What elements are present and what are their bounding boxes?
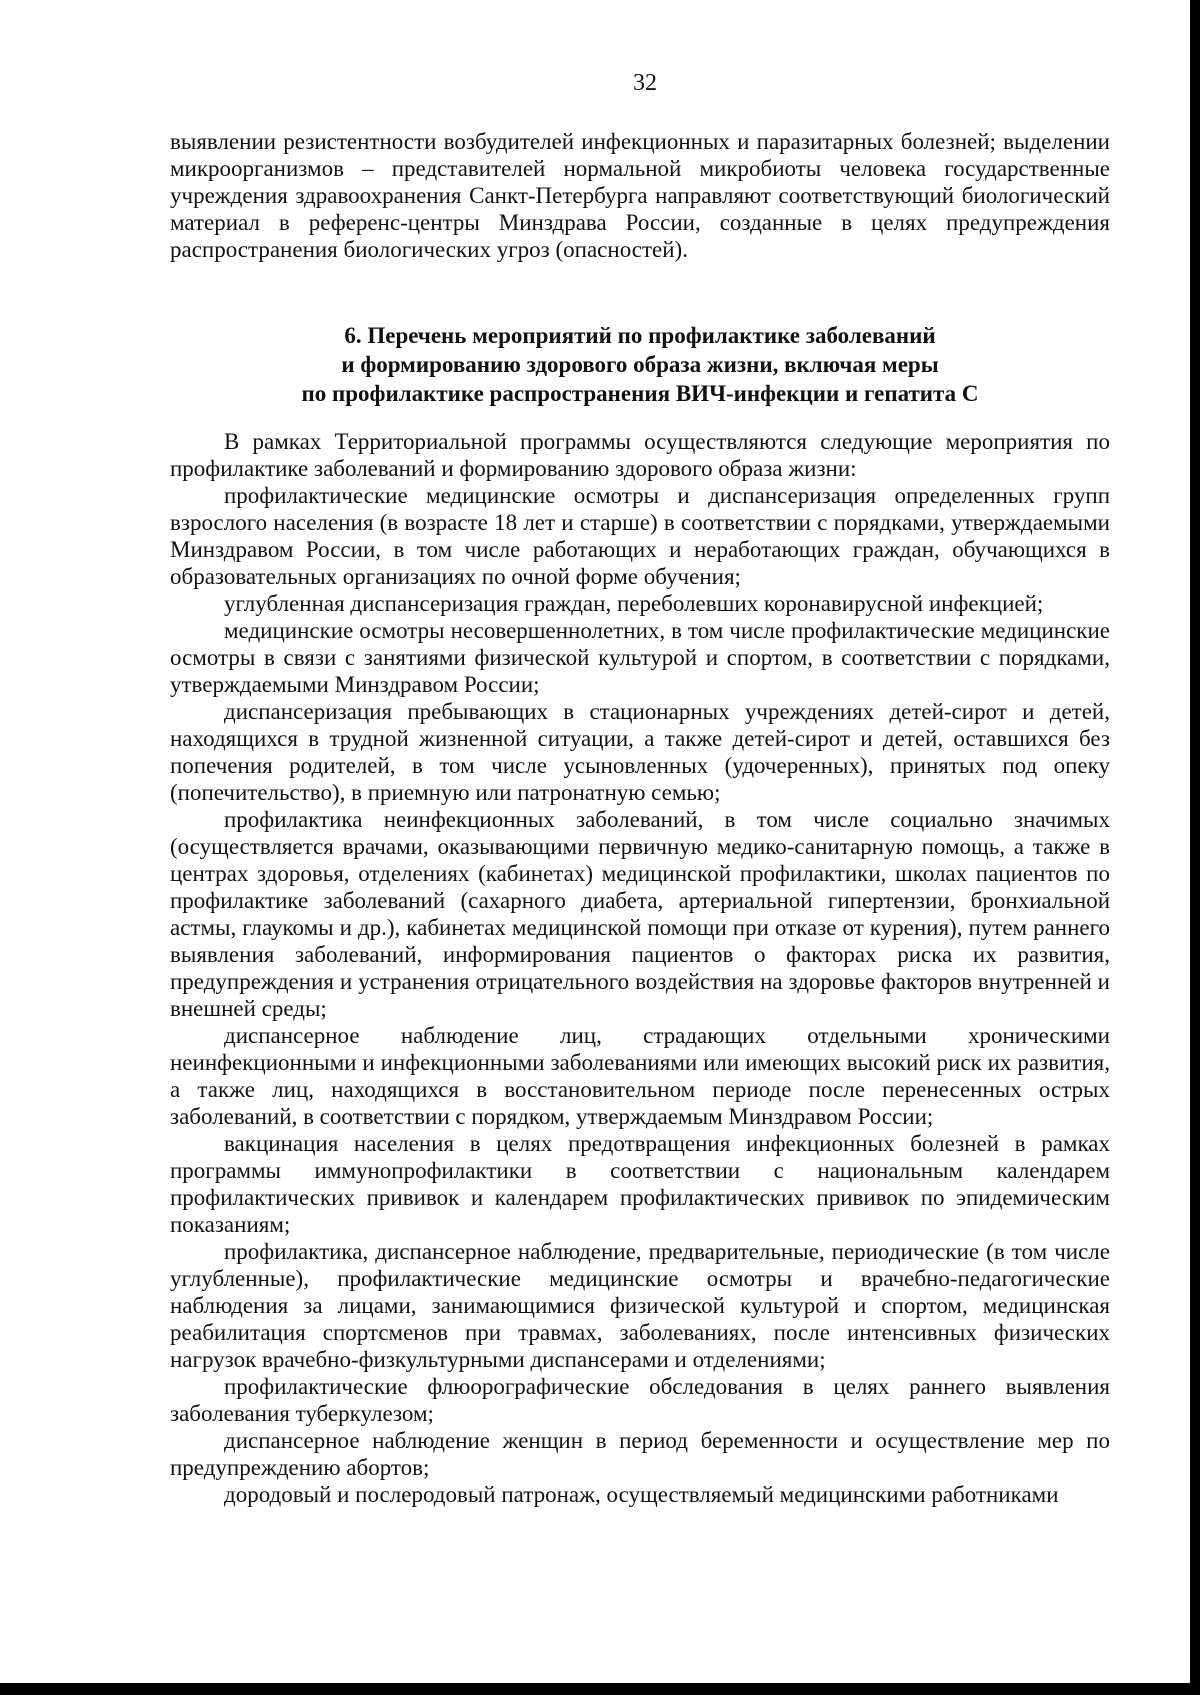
list-paragraph: профилактика неинфекционных заболеваний, в том числе социально значимых (осуществляется врачами, оказывающими первичную медико-санитарную помощь, а также в центрах здоровья, отделениях (кабинетах) медицинской профилактики, школах пациентов по профилактике заболеваний (сахарного диабета, артериальной гипертензии, бронхиальной астмы, глаукомы и др.), кабинетах медицинской помощи при отказе от курения), путем раннего выявления заболеваний, информирования пациентов о факторах риска их развития, предупреждения и устранения отрицательного воздействия на здоровье факторов внутренней и внешней среды; bbox=[170, 807, 1110, 1021]
scan-right-edge bbox=[1190, 0, 1200, 1695]
section-heading-line: по профилактике распространения ВИЧ-инфекции и гепатита С bbox=[301, 381, 979, 406]
section-heading-line: 6. Перечень мероприятий по профилактике заболеваний bbox=[344, 323, 936, 348]
list-paragraph: углубленная диспансеризация граждан, переболевших коронавирусной инфекцией; bbox=[224, 591, 1044, 616]
continuation-paragraph: выявлении резистентности возбудителей инфекционных и паразитарных болезней; выделении микроорганизмов – представителей нормальной микробиоты человека государственные учреждения здравоохранения Санкт-Петербурга направляют соответствующий биологический материал в референс-центры Минздрава России, созданные в целях предупреждения распространения биологических угроз (опасностей). bbox=[170, 129, 1110, 262]
section-heading bbox=[170, 321, 1110, 408]
document-page bbox=[170, 60, 1110, 1508]
list-paragraph: дородовый и послеродовый патронаж, осуществляемый медицинскими работниками bbox=[224, 1482, 1059, 1507]
list-paragraph: профилактические медицинские осмотры и диспансеризация определенных групп взрослого населения (в возрасте 18 лет и старше) в соответствии с порядками, утверждаемыми Минздравом России, в том числе работающих и неработающих граждан, обучающихся в образовательных организациях по очной форме обучения; bbox=[170, 483, 1110, 589]
intro-paragraph: В рамках Территориальной программы осуществляются следующие мероприятия по профилактике заболеваний и формированию здорового образа жизни: bbox=[170, 429, 1110, 481]
list-paragraph: диспансерное наблюдение лиц, страдающих отдельными хроническими неинфекционными и инфекционными заболеваниями или имеющих высокий риск их развития, а также лиц, находящихся в восстановительном периоде после перенесенных острых заболеваний, в соответствии с порядком, утверждаемым Минздравом России; bbox=[170, 1023, 1110, 1129]
page-number: 32 bbox=[633, 70, 657, 96]
list-paragraph: профилактические флюорографические обследования в целях раннего выявления заболевания туберкулезом; bbox=[170, 1374, 1110, 1426]
section-heading-line: и формированию здорового образа жизни, включая меры bbox=[341, 352, 939, 377]
list-paragraph: медицинские осмотры несовершеннолетних, в том числе профилактические медицинские осмотры в связи с занятиями физической культурой и спортом, в соответствии с порядками, утверждаемыми Минздравом России; bbox=[170, 618, 1110, 697]
list-paragraph: вакцинация населения в целях предотвращения инфекционных болезней в рамках программы иммунопрофилактики в соответствии с национальным календарем профилактических прививок и календарем профилактических прививок по эпидемическим показаниям; bbox=[170, 1131, 1110, 1237]
list-paragraph: диспансеризация пребывающих в стационарных учреждениях детей-сирот и детей, находящихся в трудной жизненной ситуации, а также детей-сирот и детей, оставшихся без попечения родителей, в том числе усыновленных (удочеренных), принятых под опеку (попечительство), в приемную или патронатную семью; bbox=[170, 699, 1110, 805]
list-paragraph: профилактика, диспансерное наблюдение, предварительные, периодические (в том числе углубленные), профилактические медицинские осмотры и врачебно-педагогические наблюдения за лицами, занимающимися физической культурой и спортом, медицинская реабилитация спортсменов при травмах, заболеваниях, после интенсивных физических нагрузок врачебно-физкультурными диспансерами и отделениями; bbox=[170, 1239, 1110, 1372]
scan-bottom-edge bbox=[0, 1683, 1200, 1695]
list-paragraph: диспансерное наблюдение женщин в период беременности и осуществление мер по предупреждению абортов; bbox=[170, 1428, 1110, 1480]
